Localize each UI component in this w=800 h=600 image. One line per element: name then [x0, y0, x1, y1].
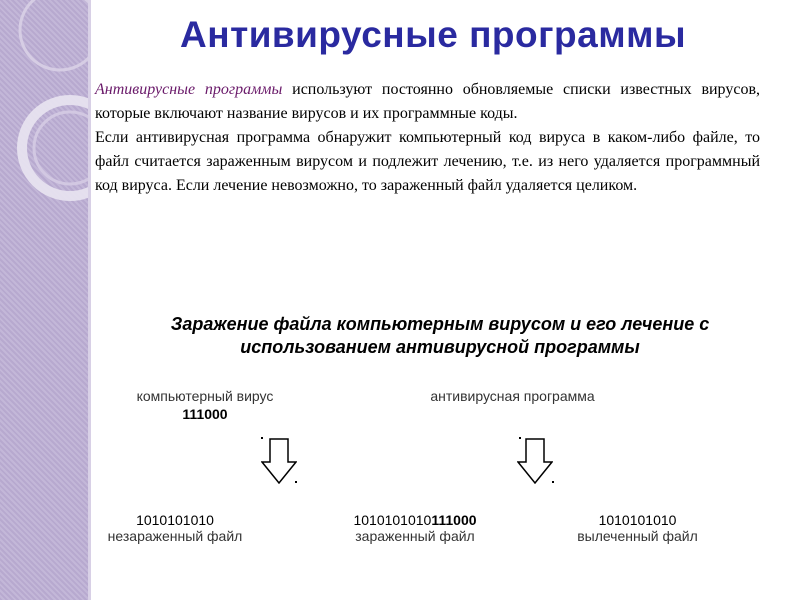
virus-code: 111000 [182, 406, 228, 422]
intro-paragraph [95, 78, 760, 126]
infected-code-base: 1010101010 [353, 512, 432, 528]
intro-rest: используют постоянно обновляемые списки известных вирусов, которые включают название вирусов и их программные коды. [95, 81, 761, 122]
cured-file-block [560, 512, 715, 544]
clean-code: 1010101010 [136, 512, 214, 528]
sidebar-divider [88, 0, 91, 600]
down-arrow-icon [517, 438, 553, 484]
body-text [95, 78, 760, 198]
circles-decoration [0, 0, 88, 260]
infected-label: зараженный файл [355, 528, 475, 544]
down-arrow-icon [261, 438, 297, 484]
infected-file-block [330, 512, 500, 544]
virus-label: компьютерный вирус [136, 388, 274, 404]
infected-code-virus: 111000 [431, 512, 477, 528]
second-paragraph: Если антивирусная программа обнаружит компьютерный код вируса в каком-либо файле, то файл считается зараженным вирусом и подлежит лечению, т.е. из него удаляется программный код вируса. Если лечение невозможно, то зараженный файл удаляется целиком. [95, 129, 760, 194]
cured-label: вылеченный файл [577, 528, 698, 544]
page-title: Антивирусные программы [180, 14, 687, 55]
clean-file-block [90, 512, 260, 544]
clean-label: незараженный файл [107, 528, 243, 544]
virus-label-block [110, 388, 300, 422]
intro-highlight: Антивирусные программы [95, 81, 283, 98]
diagram-subtitle: Заражение файла компьютерным вирусом и его лечение с использованием антивирусной программы [170, 314, 710, 357]
decorative-sidebar [0, 0, 88, 600]
cured-code: 1010101010 [598, 512, 677, 528]
antivirus-label: антивирусная программа [430, 388, 595, 404]
